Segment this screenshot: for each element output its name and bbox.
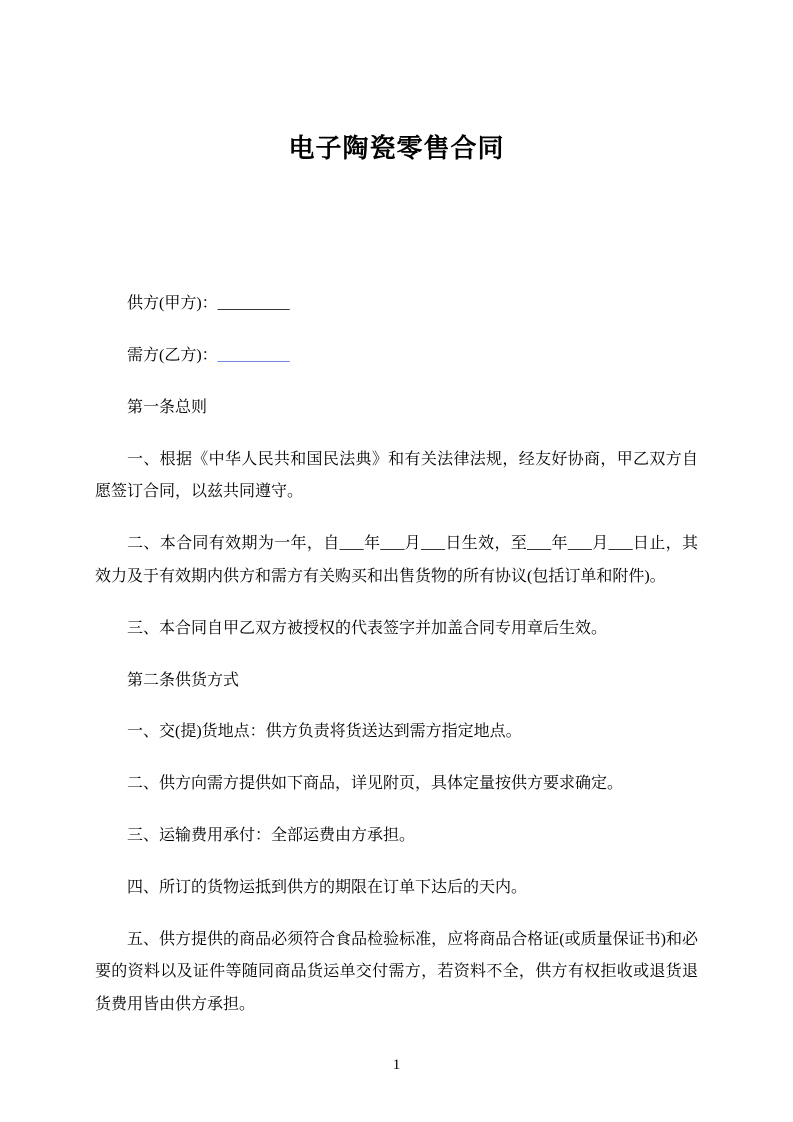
party-b-blank: _________ [217,346,290,364]
clause-1-1: 一、根据《中华人民共和国民法典》和有关法律法规，经友好协商，甲乙双方自愿签订合同，以兹共同遵守。 [95,450,698,501]
party-a-blank: _________ [217,295,290,313]
clause-2-5: 五、供方提供的商品必须符合食品检验标准，应将商品合格证(或质量保证书)和必要的资料以及证件等随同商品货运单交付需方，若资料不全，供方有权拒收或退货退货费用皆由供方承担。 [95,930,698,1014]
section-2-heading: 第二条供货方式 [127,671,240,689]
page-number: 1 [392,1057,401,1073]
clause-2-2: 二、供方向需方提供如下商品，详见附页，具体定量按供方要求确定。 [127,775,624,793]
clause-1-2: 二、本合同有效期为一年，自___年___月___日生效，至___年___月___日止，其效力及于有效期内供方和需方有关购买和出售货物的所有协议(包括订单和附件)。 [95,535,698,585]
clause-2-4: 四、所订的货物运抵到供方的期限在订单下达后的天内。 [127,878,528,896]
clause-2-3: 三、运输费用承付：全部运费由方承担。 [127,826,416,844]
clause-2-1: 一、交(提)货地点：供方负责将货送达到需方指定地点。 [127,723,522,741]
document-title: 电子陶瓷零售合同 [288,134,505,163]
party-a-label: 供方(甲方)： [127,295,218,313]
section-1-heading: 第一条总则 [127,398,208,416]
party-b-line [95,340,698,373]
party-b-label: 需方(乙方)： [127,346,218,364]
clause-1-3: 三、本合同自甲乙双方被授权的代表签字并加盖合同专用章后生效。 [127,619,608,637]
party-a-line [95,288,698,321]
